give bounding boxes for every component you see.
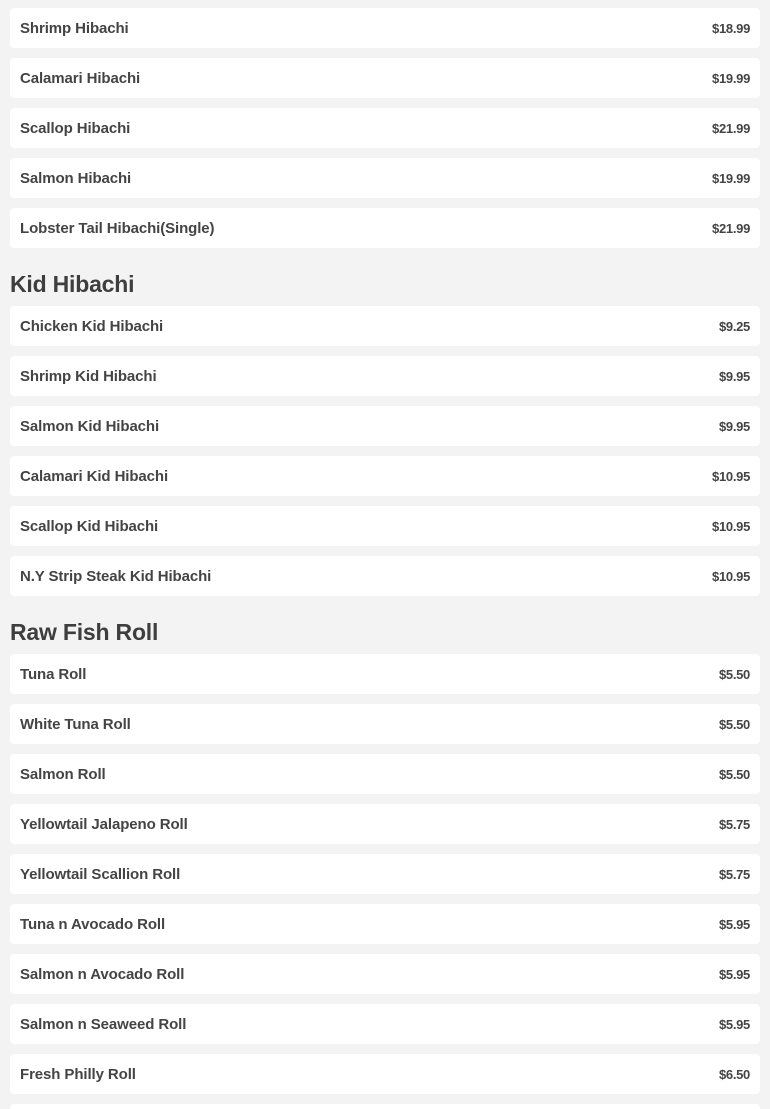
menu-item-tuna-roll[interactable] [10,654,760,694]
menu-item-calamari-kid-hibachi[interactable] [10,456,760,496]
item-name: Tuna Roll [20,665,87,683]
item-name: Salmon Kid Hibachi [20,417,160,435]
item-price: $10.95 [712,518,750,534]
menu-item-partial[interactable] [10,1104,760,1109]
menu-item-salmon-seaweed-roll[interactable] [10,1004,760,1044]
menu-item-fresh-philly-roll[interactable] [10,1054,760,1094]
menu-item-salmon-kid-hibachi[interactable] [10,406,760,446]
item-name: Salmon n Avocado Roll [20,965,185,983]
section-kid-hibachi [0,258,770,596]
menu-item-shrimp-hibachi[interactable] [10,8,760,48]
item-list [0,654,770,1094]
item-price: $10.95 [712,568,750,584]
section-title: Raw Fish Roll [10,619,159,645]
item-name: Calamari Hibachi [20,69,141,87]
menu-item-white-tuna-roll[interactable] [10,704,760,744]
item-name: Lobster Tail Hibachi(Single) [20,219,215,237]
item-price: $9.25 [718,318,750,334]
item-price: $5.50 [718,766,750,782]
item-price: $5.95 [718,966,750,982]
item-list [0,306,770,596]
section-raw-fish-roll [0,606,770,1109]
menu-item-salmon-hibachi[interactable] [10,158,760,198]
item-price: $5.50 [718,666,750,682]
item-price: $19.99 [712,170,750,186]
item-name: Fresh Philly Roll [20,1065,136,1083]
menu-item-ny-strip-steak-kid-hibachi[interactable] [10,556,760,596]
menu-item-lobster-tail-hibachi[interactable] [10,208,760,248]
menu-item-tuna-avocado-roll[interactable] [10,904,760,944]
item-price: $19.99 [712,70,750,86]
menu-item-calamari-hibachi[interactable] [10,58,760,98]
item-price: $5.95 [718,1016,750,1032]
item-name: Scallop Hibachi [20,119,131,137]
item-price: $5.50 [718,716,750,732]
section-hibachi [0,0,770,248]
menu-item-salmon-roll[interactable] [10,754,760,794]
menu-item-salmon-avocado-roll[interactable] [10,954,760,994]
item-price: $5.75 [718,816,750,832]
item-price: $10.95 [712,468,750,484]
menu-item-scallop-kid-hibachi[interactable] [10,506,760,546]
item-price: $5.75 [718,866,750,882]
item-name: Yellowtail Scallion Roll [20,865,181,883]
item-name: N.Y Strip Steak Kid Hibachi [20,567,212,585]
item-name: Salmon Hibachi [20,169,132,187]
item-name: Shrimp Kid Hibachi [20,367,157,385]
item-name: White Tuna Roll [20,715,131,733]
item-price: $9.95 [718,418,750,434]
item-list [0,8,770,248]
menu-item-chicken-kid-hibachi[interactable] [10,306,760,346]
item-name: Salmon n Seaweed Roll [20,1015,187,1033]
menu-item-scallop-hibachi[interactable] [10,108,760,148]
item-price: $5.95 [718,916,750,932]
item-name: Calamari Kid Hibachi [20,467,169,485]
item-name: Yellowtail Jalapeno Roll [20,815,188,833]
menu-item-yellowtail-scallion-roll[interactable] [10,854,760,894]
item-price: $6.50 [718,1066,750,1082]
item-name: Tuna n Avocado Roll [20,915,166,933]
menu-item-shrimp-kid-hibachi[interactable] [10,356,760,396]
item-price: $18.99 [712,20,750,36]
item-price: $21.99 [712,220,750,236]
item-name: Salmon Roll [20,765,106,783]
section-title: Kid Hibachi [10,271,135,297]
item-name: Shrimp Hibachi [20,19,129,37]
item-price: $9.95 [718,368,750,384]
item-name: Chicken Kid Hibachi [20,317,164,335]
item-price: $21.99 [712,120,750,136]
menu-item-yellowtail-jalapeno-roll[interactable] [10,804,760,844]
item-name: Scallop Kid Hibachi [20,517,159,535]
